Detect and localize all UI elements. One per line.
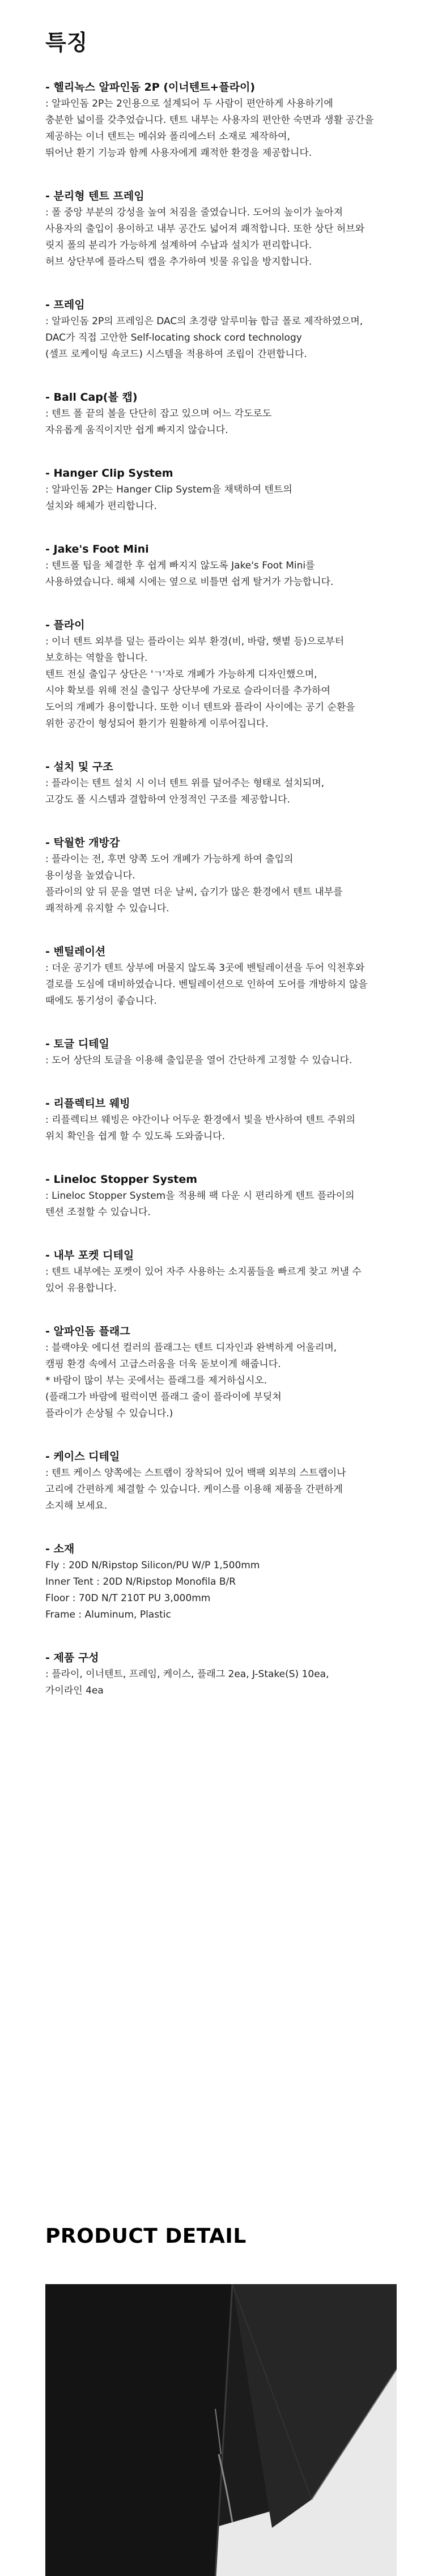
feature-text: 소지해 보세요. bbox=[45, 1500, 108, 1512]
feature-item bbox=[45, 297, 419, 363]
feature-text: : 더운 공기가 텐트 상부에 머물지 않도록 3곳에 벤틸레이션을 두어 익천후와 bbox=[45, 962, 365, 974]
feature-text: 사용자의 출입이 용이하고 내부 공간도 넓어져 쾌적합니다. 또한 상단 허브와 bbox=[45, 223, 365, 235]
feature-text: 고리에 간편하게 체결할 수 있습니다. 케이스를 이용해 제품을 간편하게 bbox=[45, 1484, 343, 1495]
feature-text: : 플라이는 전, 후면 양쪽 도어 개폐가 가능하게 하여 출입의 bbox=[45, 854, 294, 865]
feature-title: - Lineloc Stopper System bbox=[45, 1173, 198, 1186]
feature-title: - 리플렉티브 웨빙 bbox=[45, 1097, 130, 1110]
feature-title: - 벤틸레이션 bbox=[45, 945, 106, 958]
feature-text: DAC가 직접 고안한 Self-locating shock cord technology bbox=[45, 332, 302, 343]
feature-text: (셀프 로케이팅 쇽코드) 시스템을 적용하여 조립이 간편합니다. bbox=[45, 349, 307, 360]
feature-title: - 내부 포켓 디테일 bbox=[45, 1249, 134, 1262]
feature-title: - 알파인돔 플래그 bbox=[45, 1325, 130, 1338]
feature-item bbox=[45, 188, 419, 270]
feature-text: : 텐트폴 팁을 체결한 후 쉽게 빠지지 않도록 Jake's Foot Mini를 bbox=[45, 560, 315, 571]
feature-text: : Lineloc Stopper System을 적용해 팩 다운 시 편리하게 텐트 플라이의 bbox=[45, 1190, 355, 1202]
feature-text: 고강도 폴 시스템과 결합하여 안정적인 구조를 제공합니다. bbox=[45, 794, 290, 805]
feature-item bbox=[45, 1247, 419, 1297]
feature-item bbox=[45, 1172, 419, 1221]
feature-item bbox=[45, 1541, 419, 1623]
feature-item bbox=[45, 1323, 419, 1422]
feature-item bbox=[45, 617, 419, 732]
feature-title: - 소재 bbox=[45, 1543, 75, 1555]
features-heading: 특징 bbox=[45, 30, 88, 55]
feature-text: 제공하는 이너 텐트는 메쉬와 폴리에스터 소재로 제작하여, bbox=[45, 131, 290, 142]
feature-item bbox=[45, 1096, 419, 1145]
feature-title: - 헬리녹스 알파인돔 2P (이너텐트+플라이) bbox=[45, 81, 256, 94]
feature-text: 있어 유용합니다. bbox=[45, 1283, 117, 1294]
feature-text: 텐션 조절할 수 있습니다. bbox=[45, 1207, 151, 1218]
feature-title: - 설치 및 구조 bbox=[45, 761, 113, 773]
feature-item bbox=[45, 944, 419, 1009]
feature-text: 자유롭게 움직이지만 쉽게 빠지지 않습니다. bbox=[45, 425, 228, 436]
feature-text: : 폴 중앙 부분의 강성을 높여 처짐을 줄였습니다. 도어의 높이가 높아져 bbox=[45, 207, 343, 218]
feature-text: * 바람이 많이 부는 곳에서는 플래그를 제거하십시오. bbox=[45, 1375, 267, 1386]
feature-item bbox=[45, 465, 419, 515]
feature-text: (플래그가 바람에 펄럭이면 플래그 줄이 플라이에 부딪쳐 bbox=[45, 1391, 282, 1403]
feature-item bbox=[45, 389, 419, 439]
feature-text: 사용하였습니다. 해체 시에는 옆으로 비틀면 쉽게 탈거가 가능합니다. bbox=[45, 576, 334, 588]
feature-text: 위치 확인을 쉽게 할 수 있도록 도와줍니다. bbox=[45, 1131, 226, 1142]
feature-text: : 플라이는 텐트 설치 시 이너 텐트 위를 덮어주는 형태로 설치되며, bbox=[45, 778, 325, 789]
feature-text: 가이라인 4ea bbox=[45, 1685, 104, 1696]
feature-text: 뛰어난 환기 기능과 함께 사용자에게 쾌적한 환경을 제공합니다. bbox=[45, 147, 312, 159]
feature-text: : 텐트 내부에는 포켓이 있어 자주 사용하는 소지품들을 빠르게 찾고 꺼낼 수 bbox=[45, 1266, 362, 1278]
feature-text: : 텐트 폴 끝의 볼을 단단히 잡고 있으며 어느 각도로도 bbox=[45, 408, 272, 419]
feature-text: : 블랙야웃 에디션 컬러의 플래그는 텐트 디자인과 완벽하게 어울리며, bbox=[45, 1342, 337, 1353]
feature-text: : 도어 상단의 토글을 이용해 출입문을 열어 간단하게 고정할 수 있습니다. bbox=[45, 1055, 352, 1066]
feature-title: - 탁월한 개방감 bbox=[45, 837, 120, 849]
feature-title: - 토글 디테일 bbox=[45, 1038, 109, 1050]
feature-text: 때에도 통기성이 좋습니다. bbox=[45, 995, 157, 1007]
feature-text: 쾌적하게 유지할 수 있습니다. bbox=[45, 903, 169, 914]
feature-text: 텐트 전실 출입구 상단은 'ㄱ'자로 개폐가 가능하게 디자인했으며, bbox=[45, 669, 317, 680]
feature-item bbox=[45, 1449, 419, 1514]
feature-text: : 이너 텐트 외부를 덮는 플라이는 외부 환경(비, 바람, 햇볕 등)으로부터 bbox=[45, 636, 345, 647]
feature-text: 캠핑 환경 속에서 고급스러움을 더욱 돋보이게 해줍니다. bbox=[45, 1359, 281, 1370]
feature-title: - 플라이 bbox=[45, 619, 85, 631]
feature-text: Inner Tent : 20D N/Ripstop Monofila B/R bbox=[45, 1576, 236, 1588]
feature-title: - Jake's Foot Mini bbox=[45, 543, 149, 555]
feature-text: 플라이의 앞 뒤 문을 열면 더운 날씨, 습기가 많은 환경에서 텐트 내부를 bbox=[45, 886, 343, 898]
feature-title: - 분리형 텐트 프레임 bbox=[45, 190, 144, 202]
feature-text: : 리플렉티브 웨빙은 야간이나 어두운 환경에서 빛을 반사하여 텐트 주위의 bbox=[45, 1114, 356, 1126]
tent-photo-icon bbox=[45, 2284, 397, 2576]
features-list bbox=[45, 79, 419, 1726]
feature-text: Frame : Aluminum, Plastic bbox=[45, 1609, 171, 1620]
feature-text: 도어의 개폐가 용이합니다. 또한 이너 텐트와 플라이 사이에는 공기 순환을 bbox=[45, 702, 355, 713]
feature-item bbox=[45, 79, 419, 162]
feature-item bbox=[45, 835, 419, 917]
feature-item bbox=[45, 1036, 419, 1069]
feature-text: Fly : 20D N/Ripstop Silicon/PU W/P 1,500mm bbox=[45, 1560, 260, 1571]
feature-text: Floor : 70D N/T 210T PU 3,000mm bbox=[45, 1593, 211, 1604]
feature-text: : 플라이, 이너텐트, 프레임, 케이스, 플래그 2ea, J-Stake(S) 10ea, bbox=[45, 1669, 329, 1680]
feature-text: 위한 공간이 형성되어 환기가 원활하게 이루어집니다. bbox=[45, 718, 269, 729]
feature-title: - 케이스 디테일 bbox=[45, 1450, 120, 1463]
feature-text: 플라이가 손상될 수 있습니다.) bbox=[45, 1408, 173, 1419]
feature-text: 설치와 해체가 편리합니다. bbox=[45, 500, 157, 512]
feature-title: - Ball Cap(볼 캡) bbox=[45, 391, 138, 404]
product-detail-image bbox=[45, 2284, 397, 2576]
feature-text: : 알파인돔 2P는 2인용으로 설계되어 두 사람이 편안하게 사용하기에 bbox=[45, 98, 333, 109]
feature-text: : 알파인돔 2P는 Hanger Clip System을 채택하여 텐트의 bbox=[45, 484, 292, 495]
feature-item bbox=[45, 541, 419, 591]
feature-title: - 제품 구성 bbox=[45, 1652, 99, 1664]
feature-text: 충분한 넓이를 갖추었습니다. 텐트 내부는 사용자의 편안한 숙면과 생활 공간을 bbox=[45, 114, 374, 126]
feature-text: 시야 확보를 위해 전실 출입구 상단부에 가로로 슬라이더를 추가하여 bbox=[45, 685, 331, 697]
feature-text: : 알파인돔 2P의 프레임은 DAC의 초경량 알루미늄 합금 폴로 제작하였으며, bbox=[45, 316, 363, 327]
feature-item bbox=[45, 1650, 419, 1699]
product-detail-title: PRODUCT DETAIL bbox=[45, 2225, 246, 2248]
feature-text: 릿지 폴의 분리가 가능하게 설계하여 수납과 설치가 편리합니다. bbox=[45, 240, 312, 251]
feature-text: : 텐트 케이스 양쪽에는 스트랩이 장착되어 있어 백팩 외부의 스트랩이나 bbox=[45, 1467, 346, 1479]
feature-title: - Hanger Clip System bbox=[45, 467, 173, 479]
feature-item bbox=[45, 759, 419, 808]
feature-text: 결로를 도심에 대비하였습니다. 벤틸레이션으로 인하여 도어를 개방하지 않을 bbox=[45, 979, 368, 990]
feature-text: 용이성을 높였습니다. bbox=[45, 870, 135, 881]
feature-text: 허브 상단부에 플라스틱 캡을 추가하여 빗물 유입을 방지합니다. bbox=[45, 256, 312, 268]
feature-title: - 프레임 bbox=[45, 299, 85, 311]
feature-text: 보호하는 역할을 합니다. bbox=[45, 652, 148, 664]
